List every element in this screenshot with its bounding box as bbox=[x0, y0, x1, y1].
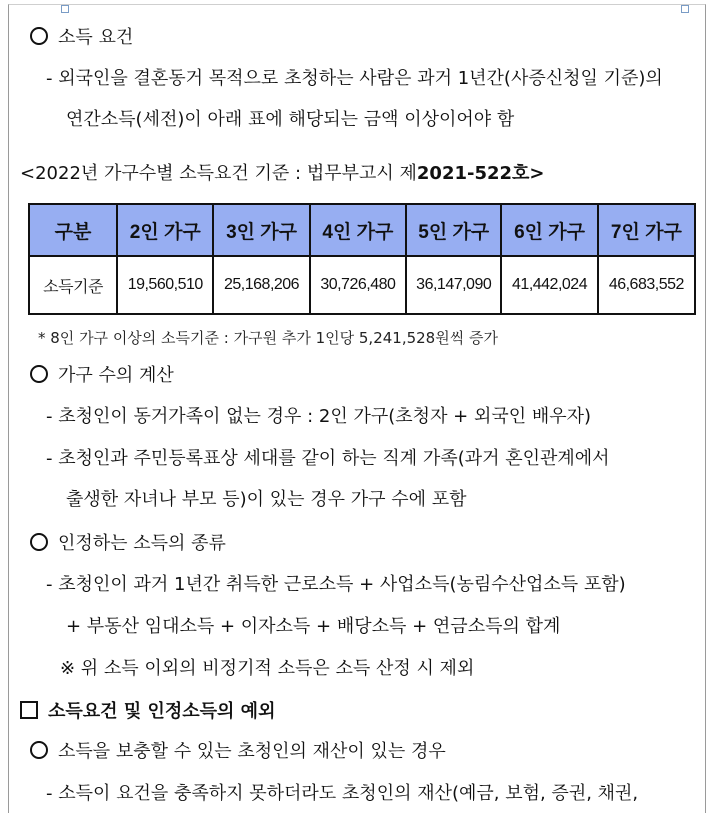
section-heading-income-requirement bbox=[30, 26, 133, 50]
square-bullet-icon bbox=[20, 701, 38, 719]
table-header-row bbox=[29, 204, 695, 256]
page-corner-mark-right bbox=[681, 5, 689, 13]
heading-text: 가구 수의 계산 bbox=[58, 365, 174, 386]
value-7-person: 46,683,552 bbox=[598, 256, 695, 314]
income-requirement-line-1: - 외국인을 결혼동거 목적으로 초청하는 사람은 과거 1년간(사증신청일 기준)의 bbox=[46, 68, 663, 89]
header-7-person: 7인 가구 bbox=[598, 204, 695, 256]
income-standard-table bbox=[28, 203, 696, 315]
table-caption-prefix: <2022년 가구수별 소득요건 기준 : 법무부고시 제 bbox=[20, 163, 417, 184]
section-heading-exceptions bbox=[20, 700, 275, 724]
header-2-person: 2인 가구 bbox=[117, 204, 213, 256]
section-heading-household-count bbox=[30, 364, 174, 388]
page-corner-mark-left bbox=[61, 5, 69, 13]
header-6-person: 6인 가구 bbox=[501, 204, 597, 256]
table-row bbox=[29, 256, 695, 314]
subheading-text: 소득을 보충할 수 있는 초청인의 재산이 있는 경우 bbox=[58, 741, 446, 762]
recognized-income-note: ※ 위 소득 이외의 비정기적 소득은 소득 산정 시 제외 bbox=[60, 658, 475, 679]
recognized-income-line-2: + 부동산 임대소득 + 이자소득 + 배당소득 + 연금소득의 합계 bbox=[66, 616, 561, 637]
recognized-income-line-1: - 초청인이 과거 1년간 취득한 근로소득 + 사업소득(농림수산업소득 포함) bbox=[46, 574, 626, 595]
value-5-person: 36,147,090 bbox=[406, 256, 501, 314]
circle-bullet-icon bbox=[30, 741, 48, 759]
exceptions-line-1: - 소득이 요건을 충족하지 못하더라도 초청인의 재산(예금, 보험, 증권, 채권, bbox=[46, 783, 639, 804]
table-footnote: * 8인 가구 이상의 소득기준 : 가구원 추가 1인당 5,241,528원씩 증가 bbox=[38, 329, 498, 347]
heading-text: 인정하는 소득의 종류 bbox=[58, 533, 226, 554]
row-label: 소득기준 bbox=[29, 256, 117, 314]
value-2-person: 19,560,510 bbox=[117, 256, 213, 314]
value-6-person: 41,442,024 bbox=[501, 256, 597, 314]
header-4-person: 4인 가구 bbox=[310, 204, 406, 256]
heading-text: 소득요건 및 인정소득의 예외 bbox=[48, 701, 276, 722]
circle-bullet-icon bbox=[30, 533, 48, 551]
household-count-line-1: - 초청인이 동거가족이 없는 경우 : 2인 가구(초청자 + 외국인 배우자) bbox=[46, 406, 592, 427]
circle-bullet-icon bbox=[30, 27, 48, 45]
header-3-person: 3인 가구 bbox=[213, 204, 309, 256]
header-5-person: 5인 가구 bbox=[406, 204, 501, 256]
income-requirement-line-2: 연간소득(세전)이 아래 표에 해당되는 금액 이상이어야 함 bbox=[66, 109, 515, 130]
household-count-line-2: - 초청인과 주민등록표상 세대를 같이 하는 직계 가족(과거 혼인관계에서 bbox=[46, 448, 610, 469]
household-count-line-3: 출생한 자녀나 부모 등)이 있는 경우 가구 수에 포함 bbox=[66, 489, 467, 510]
header-category: 구분 bbox=[29, 204, 117, 256]
table-caption bbox=[20, 162, 545, 186]
value-4-person: 30,726,480 bbox=[310, 256, 406, 314]
value-3-person: 25,168,206 bbox=[213, 256, 309, 314]
table-caption-number: 2021-522호> bbox=[416, 163, 545, 184]
heading-text: 소득 요건 bbox=[58, 27, 134, 48]
circle-bullet-icon bbox=[30, 365, 48, 383]
section-heading-recognized-income bbox=[30, 532, 226, 556]
exceptions-subheading bbox=[30, 740, 446, 764]
